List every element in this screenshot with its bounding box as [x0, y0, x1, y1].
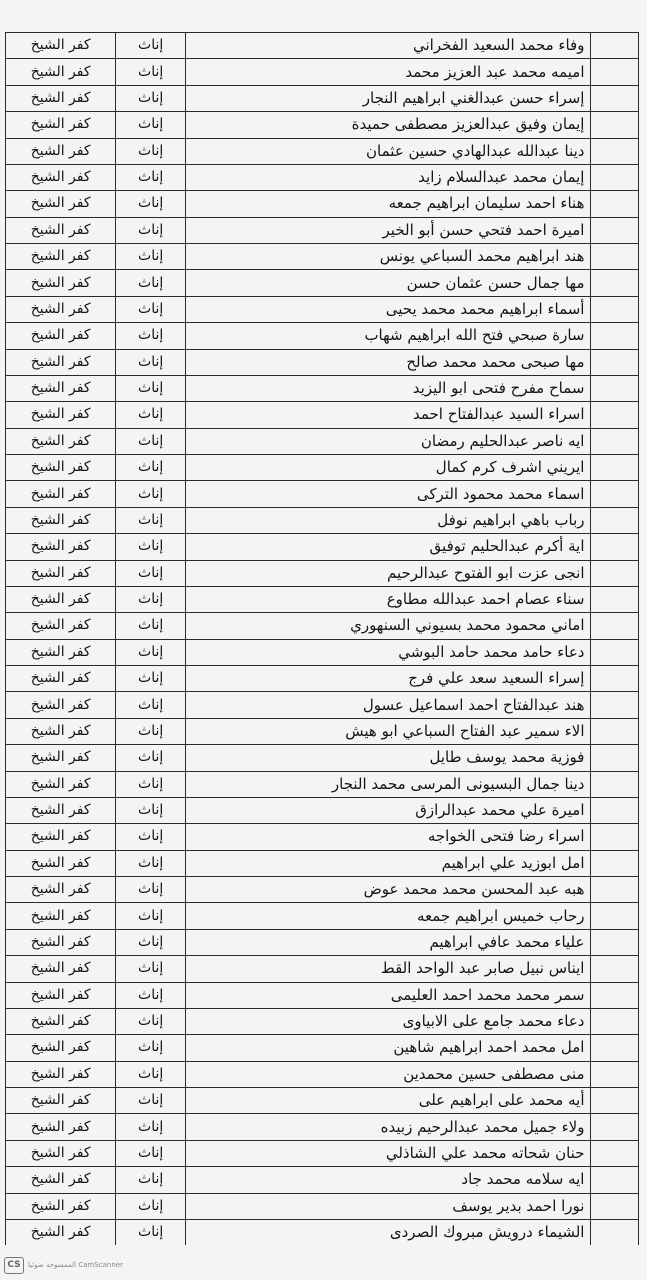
row-number-cell — [591, 692, 639, 718]
gender-cell: إناث — [116, 85, 186, 111]
student-name: ايريني اشرف كرم كمال — [186, 455, 591, 481]
student-name: حنان شحاته محمد علي الشاذلي — [186, 1140, 591, 1166]
table-row — [6, 666, 639, 692]
table-row — [6, 349, 639, 375]
row-number-cell — [591, 771, 639, 797]
gender-cell: إناث — [116, 745, 186, 771]
gender-cell: إناث — [116, 1035, 186, 1061]
row-number-cell — [591, 1035, 639, 1061]
student-name: دينا جمال البسيونى المرسى محمد النجار — [186, 771, 591, 797]
row-number-cell — [591, 586, 639, 612]
scanner-watermark-text: الممسوحة ضوئيا CamScanner — [28, 1261, 123, 1269]
row-number-cell — [591, 718, 639, 744]
student-name: سمر محمد محمد احمد العليمى — [186, 982, 591, 1008]
gender-cell: إناث — [116, 586, 186, 612]
city-cell: كفر الشيخ — [6, 745, 116, 771]
table-row — [6, 797, 639, 823]
city-cell: كفر الشيخ — [6, 112, 116, 138]
gender-cell: إناث — [116, 613, 186, 639]
table-row — [6, 560, 639, 586]
camscanner-logo-icon: CS — [4, 1257, 24, 1274]
gender-cell: إناث — [116, 1061, 186, 1087]
student-name: إيمان وفيق عبدالعزيز مصطفى حميدة — [186, 112, 591, 138]
gender-cell: إناث — [116, 1008, 186, 1034]
table-row — [6, 138, 639, 164]
row-number-cell — [591, 33, 639, 59]
student-name: اسراء السيد عبدالفتاح احمد — [186, 402, 591, 428]
table-row — [6, 481, 639, 507]
city-cell: كفر الشيخ — [6, 85, 116, 111]
table-row — [6, 270, 639, 296]
student-name: مها صبحى محمد محمد صالح — [186, 349, 591, 375]
student-name: أيه محمد على ابراهيم على — [186, 1088, 591, 1114]
table-row — [6, 1140, 639, 1166]
city-cell: كفر الشيخ — [6, 507, 116, 533]
city-cell: كفر الشيخ — [6, 270, 116, 296]
city-cell: كفر الشيخ — [6, 164, 116, 190]
city-cell: كفر الشيخ — [6, 1193, 116, 1219]
student-name: اميرة علي محمد عبدالرازق — [186, 797, 591, 823]
city-cell: كفر الشيخ — [6, 877, 116, 903]
city-cell: كفر الشيخ — [6, 929, 116, 955]
student-name: فوزية محمد يوسف طايل — [186, 745, 591, 771]
row-number-cell — [591, 534, 639, 560]
city-cell: كفر الشيخ — [6, 402, 116, 428]
gender-cell: إناث — [116, 956, 186, 982]
student-name: امل ابوزيد علي ابراهيم — [186, 850, 591, 876]
student-name: امل محمد احمد ابراهيم شاهين — [186, 1035, 591, 1061]
city-cell: كفر الشيخ — [6, 850, 116, 876]
gender-cell: إناث — [116, 1219, 186, 1245]
student-name: اسراء رضا فتحى الخواجه — [186, 824, 591, 850]
student-name: إسراء حسن عبدالغني ابراهيم النجار — [186, 85, 591, 111]
row-number-cell — [591, 1219, 639, 1245]
student-name: سارة صبحي فتح الله ابراهيم شهاب — [186, 323, 591, 349]
city-cell: كفر الشيخ — [6, 1008, 116, 1034]
gender-cell: إناث — [116, 1114, 186, 1140]
gender-cell: إناث — [116, 771, 186, 797]
gender-cell: إناث — [116, 217, 186, 243]
table-row — [6, 33, 639, 59]
row-number-cell — [591, 1193, 639, 1219]
student-name: اميرة احمد فتحي حسن أبو الخير — [186, 217, 591, 243]
gender-cell: إناث — [116, 1167, 186, 1193]
row-number-cell — [591, 349, 639, 375]
gender-cell: إناث — [116, 323, 186, 349]
row-number-cell — [591, 1008, 639, 1034]
table-row — [6, 745, 639, 771]
gender-cell: إناث — [116, 903, 186, 929]
row-number-cell — [591, 85, 639, 111]
city-cell: كفر الشيخ — [6, 692, 116, 718]
gender-cell: إناث — [116, 1140, 186, 1166]
row-number-cell — [591, 903, 639, 929]
table-row — [6, 323, 639, 349]
city-cell: كفر الشيخ — [6, 217, 116, 243]
city-cell: كفر الشيخ — [6, 718, 116, 744]
row-number-cell — [591, 375, 639, 401]
city-cell: كفر الشيخ — [6, 1219, 116, 1245]
table-row — [6, 1061, 639, 1087]
row-number-cell — [591, 877, 639, 903]
city-cell: كفر الشيخ — [6, 639, 116, 665]
row-number-cell — [591, 956, 639, 982]
student-name: ولاء جميل محمد عبدالرحيم زبيده — [186, 1114, 591, 1140]
table-row — [6, 718, 639, 744]
table-row — [6, 217, 639, 243]
student-name: ايه سلامه محمد جاد — [186, 1167, 591, 1193]
row-number-cell — [591, 560, 639, 586]
student-name: سماح مفرح فتحى ابو اليزيد — [186, 375, 591, 401]
student-name: سناء عصام احمد عبدالله مطاوع — [186, 586, 591, 612]
table-row — [6, 639, 639, 665]
table-row — [6, 824, 639, 850]
table-row — [6, 613, 639, 639]
row-number-cell — [591, 164, 639, 190]
student-name: اماني محمود محمد بسيوني السنهوري — [186, 613, 591, 639]
scanner-watermark — [0, 1253, 204, 1277]
gender-cell: إناث — [116, 797, 186, 823]
gender-cell: إناث — [116, 112, 186, 138]
row-number-cell — [591, 59, 639, 85]
gender-cell: إناث — [116, 639, 186, 665]
table-row — [6, 428, 639, 454]
table-row — [6, 982, 639, 1008]
city-cell: كفر الشيخ — [6, 323, 116, 349]
gender-cell: إناث — [116, 191, 186, 217]
row-number-cell — [591, 982, 639, 1008]
city-cell: كفر الشيخ — [6, 903, 116, 929]
city-cell: كفر الشيخ — [6, 771, 116, 797]
gender-cell: إناث — [116, 692, 186, 718]
gender-cell: إناث — [116, 666, 186, 692]
gender-cell: إناث — [116, 402, 186, 428]
student-name: نورا احمد بدير يوسف — [186, 1193, 591, 1219]
gender-cell: إناث — [116, 982, 186, 1008]
student-name: اميمه محمد عبد العزيز محمد — [186, 59, 591, 85]
row-number-cell — [591, 296, 639, 322]
city-cell: كفر الشيخ — [6, 797, 116, 823]
city-cell: كفر الشيخ — [6, 1035, 116, 1061]
city-cell: كفر الشيخ — [6, 1114, 116, 1140]
row-number-cell — [591, 1167, 639, 1193]
student-name: هند عبدالفتاح احمد اسماعيل عسول — [186, 692, 591, 718]
row-number-cell — [591, 428, 639, 454]
table-row — [6, 1088, 639, 1114]
gender-cell: إناث — [116, 455, 186, 481]
student-name: انجى عزت ابو الفتوح عبدالرحيم — [186, 560, 591, 586]
table-row — [6, 402, 639, 428]
gender-cell: إناث — [116, 534, 186, 560]
gender-cell: إناث — [116, 1088, 186, 1114]
gender-cell: إناث — [116, 59, 186, 85]
gender-cell: إناث — [116, 1193, 186, 1219]
gender-cell: إناث — [116, 850, 186, 876]
gender-cell: إناث — [116, 428, 186, 454]
student-name: مها جمال حسن عثمان حسن — [186, 270, 591, 296]
city-cell: كفر الشيخ — [6, 1088, 116, 1114]
row-number-cell — [591, 323, 639, 349]
scanned-document — [0, 32, 647, 1245]
table-row — [6, 296, 639, 322]
student-name: دينا عبدالله عبدالهادي حسين عثمان — [186, 138, 591, 164]
city-cell: كفر الشيخ — [6, 956, 116, 982]
student-name: رباب باهي ابراهيم نوفل — [186, 507, 591, 533]
row-number-cell — [591, 191, 639, 217]
table-row — [6, 85, 639, 111]
row-number-cell — [591, 666, 639, 692]
row-number-cell — [591, 929, 639, 955]
row-number-cell — [591, 850, 639, 876]
student-name: دعاء حامد محمد حامد البوشي — [186, 639, 591, 665]
row-number-cell — [591, 797, 639, 823]
gender-cell: إناث — [116, 270, 186, 296]
student-name: ايناس نبيل صابر عبد الواحد القط — [186, 956, 591, 982]
table-row — [6, 1114, 639, 1140]
city-cell: كفر الشيخ — [6, 666, 116, 692]
student-name: منى مصطفى حسين محمدين — [186, 1061, 591, 1087]
gender-cell: إناث — [116, 138, 186, 164]
gender-cell: إناث — [116, 375, 186, 401]
student-name: الشيماء درويش مبروك الصردى — [186, 1219, 591, 1245]
city-cell: كفر الشيخ — [6, 375, 116, 401]
gender-cell: إناث — [116, 296, 186, 322]
row-number-cell — [591, 507, 639, 533]
row-number-cell — [591, 112, 639, 138]
gender-cell: إناث — [116, 33, 186, 59]
gender-cell: إناث — [116, 349, 186, 375]
table-row — [6, 1008, 639, 1034]
table-row — [6, 929, 639, 955]
table-row — [6, 771, 639, 797]
city-cell: كفر الشيخ — [6, 428, 116, 454]
student-name: وفاء محمد السعيد الفخراني — [186, 33, 591, 59]
city-cell: كفر الشيخ — [6, 1140, 116, 1166]
city-cell: كفر الشيخ — [6, 586, 116, 612]
student-name: اسماء محمد محمود التركى — [186, 481, 591, 507]
gender-cell: إناث — [116, 481, 186, 507]
table-row — [6, 455, 639, 481]
table-row — [6, 507, 639, 533]
gender-cell: إناث — [116, 244, 186, 270]
table-row — [6, 112, 639, 138]
city-cell: كفر الشيخ — [6, 982, 116, 1008]
row-number-cell — [591, 639, 639, 665]
table-row — [6, 692, 639, 718]
names-table-body — [6, 33, 639, 1246]
student-name: اية أكرم عبدالحليم توفيق — [186, 534, 591, 560]
table-row — [6, 164, 639, 190]
gender-cell: إناث — [116, 164, 186, 190]
city-cell: كفر الشيخ — [6, 296, 116, 322]
row-number-cell — [591, 455, 639, 481]
names-table — [5, 32, 639, 1245]
city-cell: كفر الشيخ — [6, 244, 116, 270]
city-cell: كفر الشيخ — [6, 138, 116, 164]
student-name: أسماء ابراهيم محمد محمد يحيى — [186, 296, 591, 322]
student-name: علياء محمد عافي ابراهيم — [186, 929, 591, 955]
gender-cell: إناث — [116, 929, 186, 955]
table-row — [6, 244, 639, 270]
city-cell: كفر الشيخ — [6, 481, 116, 507]
row-number-cell — [591, 613, 639, 639]
gender-cell: إناث — [116, 877, 186, 903]
city-cell: كفر الشيخ — [6, 455, 116, 481]
student-name: هند ابراهيم محمد السباعي يونس — [186, 244, 591, 270]
table-row — [6, 534, 639, 560]
city-cell: كفر الشيخ — [6, 534, 116, 560]
gender-cell: إناث — [116, 824, 186, 850]
row-number-cell — [591, 402, 639, 428]
row-number-cell — [591, 244, 639, 270]
row-number-cell — [591, 824, 639, 850]
table-row — [6, 375, 639, 401]
table-row — [6, 850, 639, 876]
row-number-cell — [591, 481, 639, 507]
city-cell: كفر الشيخ — [6, 1061, 116, 1087]
table-row — [6, 1193, 639, 1219]
city-cell: كفر الشيخ — [6, 349, 116, 375]
row-number-cell — [591, 270, 639, 296]
table-row — [6, 586, 639, 612]
row-number-cell — [591, 217, 639, 243]
student-name: رحاب خميس ابراهيم جمعه — [186, 903, 591, 929]
city-cell: كفر الشيخ — [6, 613, 116, 639]
row-number-cell — [591, 745, 639, 771]
table-row — [6, 877, 639, 903]
city-cell: كفر الشيخ — [6, 33, 116, 59]
student-name: هبه عبد المحسن محمد محمد عوض — [186, 877, 591, 903]
row-number-cell — [591, 1114, 639, 1140]
city-cell: كفر الشيخ — [6, 191, 116, 217]
table-row — [6, 1035, 639, 1061]
table-row — [6, 956, 639, 982]
table-row — [6, 903, 639, 929]
gender-cell: إناث — [116, 560, 186, 586]
city-cell: كفر الشيخ — [6, 1167, 116, 1193]
gender-cell: إناث — [116, 507, 186, 533]
table-row — [6, 1219, 639, 1245]
student-name: إيمان محمد عبدالسلام زايد — [186, 164, 591, 190]
gender-cell: إناث — [116, 718, 186, 744]
student-name: هناء احمد سليمان ابراهيم جمعه — [186, 191, 591, 217]
row-number-cell — [591, 138, 639, 164]
table-row — [6, 59, 639, 85]
table-row — [6, 191, 639, 217]
student-name: دعاء محمد جامع على الابياوى — [186, 1008, 591, 1034]
student-name: إسراء السعيد سعد علي فرج — [186, 666, 591, 692]
row-number-cell — [591, 1061, 639, 1087]
student-name: ايه ناصر عبدالحليم رمضان — [186, 428, 591, 454]
city-cell: كفر الشيخ — [6, 59, 116, 85]
city-cell: كفر الشيخ — [6, 824, 116, 850]
row-number-cell — [591, 1088, 639, 1114]
student-name: الاء سمير عبد الفتاح السباعي ابو هيش — [186, 718, 591, 744]
city-cell: كفر الشيخ — [6, 560, 116, 586]
row-number-cell — [591, 1140, 639, 1166]
table-row — [6, 1167, 639, 1193]
